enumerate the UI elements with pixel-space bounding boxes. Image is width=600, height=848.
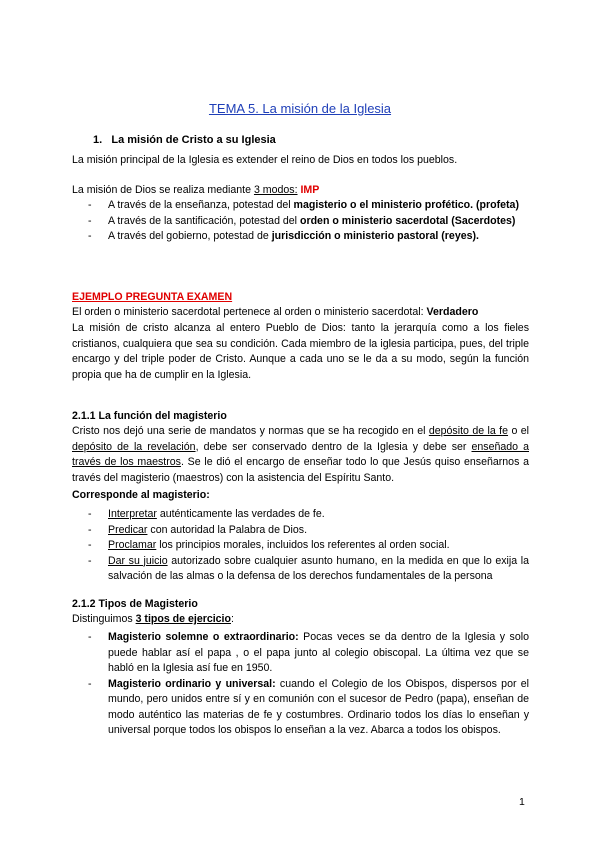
ejemplo-question: El orden o ministerio sacerdotal pertenece al orden o ministerio sacerdotal: Verdadero [72, 306, 479, 318]
modos-intro-text: La misión de Dios se realiza mediante [72, 184, 254, 196]
list-item: - Predicar con autoridad la Palabra de Dios. [88, 523, 308, 536]
list-item: - Magisterio ordinario y universal: cuando el Colegio de los Obispos, dispersos por el mundo, pero unidos entre sí y en comunión con el sucesor de Pedro (papa), enseñan de modo auténtico las materias de fe y costumbres. Ordinario todos los días lo enseñan y universal porque todos los obispos lo enseñan a la vez. Abarca a todos los obispos. [88, 677, 530, 736]
section-1-paragraph: La misión principal de la Iglesia es extender el reino de Dios en todos los pueblos. [72, 154, 458, 166]
corresponde-heading: Corresponde al magisterio: [72, 489, 210, 501]
title-text: TEMA 5. La misión de la Iglesia [208, 101, 392, 116]
page-number: 1 [519, 796, 525, 808]
modos-list [72, 198, 529, 245]
ejemplo-heading: EJEMPLO PREGUNTA EXAMEN [72, 291, 233, 303]
list-item: - Magisterio solemne o extraordinario: Pocas veces se da dentro de la Iglesia y solo puede hablar así el papa , o el papa junto al colegio obiscopal. La última vez que se habló en la Iglesia así fue en 1950. [88, 631, 529, 674]
section-1-heading [93, 133, 276, 149]
section-1-number: 1. [93, 134, 103, 146]
list-item: - A través de la santificación, potestad del orden o ministerio sacerdotal (Sacerdotes) [88, 214, 516, 227]
list-item: - A través de la enseñanza, potestad del magisterio o el ministerio profético. (profeta) [88, 199, 519, 211]
list-item: - Proclamar los principios morales, incluidos los referentes al orden social. [88, 539, 450, 551]
list-item: - A través del gobierno, potestad de jurisdicción o ministerio pastoral (reyes). [88, 230, 479, 242]
list-item: - Interpretar auténticamente las verdades de fe. [88, 508, 325, 520]
page-title [0, 101, 600, 116]
section-212-heading: 2.1.2 Tipos de Magisterio [72, 598, 198, 610]
section-1-title: La misión de Cristo a su Iglesia [111, 134, 276, 146]
list-item: - Dar su juicio autorizado sobre cualquier asunto humano, en la medida en que lo exija la salvación de las almas o la defensa de los derechos fundamentales de la persona [88, 554, 529, 582]
modos-intro [72, 183, 532, 199]
section-212-intro: Distinguimos 3 tipos de ejercicio: [72, 613, 234, 625]
modos-link: 3 modos: [253, 184, 298, 196]
tipos-list [72, 630, 529, 739]
magisterio-list [72, 507, 529, 585]
section-211-paragraph: Cristo nos dejó una serie de mandatos y normas que se ha recogido en el depósito de la fe o el depósito de la revelación, debe ser conservado dentro de la Iglesia y debe ser enseñado a través de los maestros. Se le dió el encargo de enseñar todo lo que Jesús quiso enseñarnos a través del magisterio (maestros) con la asistencia del Espíritu Santo. [72, 425, 529, 484]
section-211-heading: 2.1.1 La función del magisterio [72, 410, 227, 422]
imp-tag: IMP [300, 184, 320, 196]
ejemplo-answer: Verdadero [426, 306, 479, 318]
ejemplo-paragraph: La misión de cristo alcanza al entero Pueblo de Dios: tanto la jerarquía como a los fieles cristianos, cualquiera que sea su condición. Cada miembro de la iglesia participa, pues, del triple encargo y del triple poder de Cristo. Aunque a cada uno se le da a su modo, según la función propia que ha de cumplir en la Iglesia. [72, 322, 529, 381]
